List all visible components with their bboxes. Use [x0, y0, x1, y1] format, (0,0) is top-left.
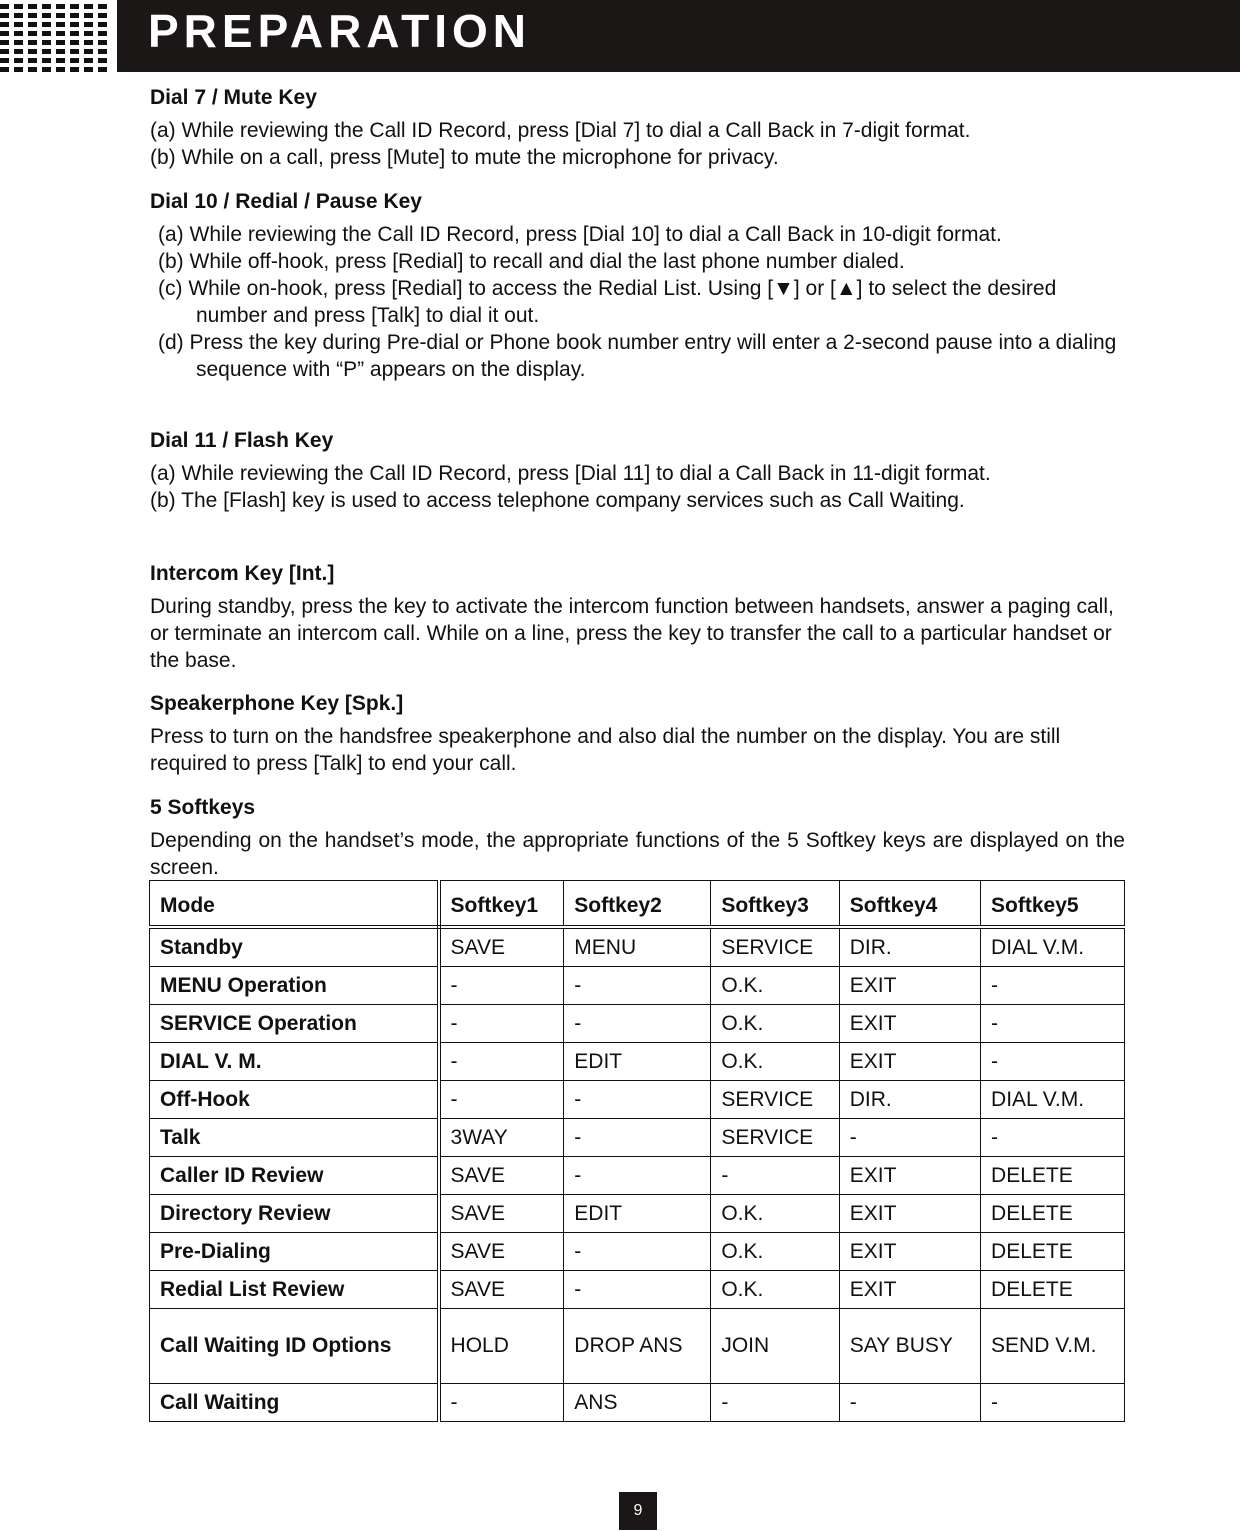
paragraph: Press to turn on the handsfree speakerphone and also dial the number on the display. You are still required to press [Talk] to end your call. — [150, 725, 1061, 775]
mode-cell: Pre-Dialing — [150, 1233, 439, 1271]
mode-cell: Call Waiting — [150, 1384, 439, 1422]
softkey-cell: - — [439, 1081, 564, 1119]
item: (c) While on-hook, press [Redial] to access the Redial List. Using [▼] or [▲] to select the desired number and press [Talk] to dial it out. — [158, 277, 1057, 327]
softkey-cell: SAY BUSY — [839, 1309, 980, 1384]
softkey-cell: SAVE — [439, 1233, 564, 1271]
item: (b) The [Flash] key is used to access telephone company services such as Call Waiting. — [150, 489, 965, 512]
section-dial10 — [150, 188, 1125, 383]
softkey-cell: - — [564, 1081, 711, 1119]
softkey-cell: SAVE — [439, 1157, 564, 1195]
softkey-cell: SERVICE — [711, 1119, 839, 1157]
softkey-cell: EDIT — [564, 1043, 711, 1081]
softkey-cell: O.K. — [711, 1195, 839, 1233]
softkey-table — [149, 880, 1125, 1422]
mode-cell: Standby — [150, 927, 439, 967]
table-row — [150, 1384, 1125, 1422]
softkey-cell: - — [439, 1384, 564, 1422]
softkey-cell: DROP ANS — [564, 1309, 711, 1384]
softkey-cell: O.K. — [711, 1233, 839, 1271]
softkey-cell: EXIT — [839, 1271, 980, 1309]
item: (a) While reviewing the Call ID Record, press [Dial 11] to dial a Call Back in 11-digit format. — [150, 462, 991, 485]
section-intercom — [150, 560, 1125, 674]
softkey-cell: DELETE — [981, 1233, 1125, 1271]
column-header: Softkey1 — [439, 881, 564, 928]
softkey-cell: MENU — [564, 927, 711, 967]
softkey-cell: DIAL V.M. — [981, 1081, 1125, 1119]
item: (a) While reviewing the Call ID Record, press [Dial 10] to dial a Call Back in 10-digit format. — [158, 223, 1002, 246]
softkey-cell: EXIT — [839, 1195, 980, 1233]
softkey-cell: O.K. — [711, 1043, 839, 1081]
table-row — [150, 1309, 1125, 1384]
mode-cell: DIAL V. M. — [150, 1043, 439, 1081]
section-heading: 5 Softkeys — [150, 796, 256, 819]
softkey-cell: DIAL V.M. — [981, 927, 1125, 967]
softkey-cell: - — [981, 1384, 1125, 1422]
mode-cell: SERVICE Operation — [150, 1005, 439, 1043]
paragraph: During standby, press the key to activate the intercom function between handsets, answer a paging call, or terminate an intercom call. While on a line, press the key to transfer the call to a particular handset or the base. — [150, 595, 1114, 672]
table-row — [150, 1271, 1125, 1309]
section-heading: Intercom Key [Int.] — [150, 562, 335, 585]
table-row — [150, 1081, 1125, 1119]
table-row — [150, 1157, 1125, 1195]
item: (b) While on a call, press [Mute] to mute the microphone for privacy. — [150, 146, 779, 169]
section-heading: Dial 7 / Mute Key — [150, 86, 317, 109]
mode-cell: Off-Hook — [150, 1081, 439, 1119]
section-dial7 — [150, 84, 1125, 171]
section-dial11 — [150, 427, 1125, 514]
decorative-pattern — [0, 0, 110, 72]
section-heading: Dial 10 / Redial / Pause Key — [150, 190, 422, 213]
softkey-cell: - — [981, 1119, 1125, 1157]
softkey-cell: EXIT — [839, 1233, 980, 1271]
item: (a) While reviewing the Call ID Record, press [Dial 7] to dial a Call Back in 7-digit format. — [150, 119, 971, 142]
softkey-cell: EXIT — [839, 967, 980, 1005]
softkey-cell: O.K. — [711, 1005, 839, 1043]
page-number: 9 — [619, 1492, 657, 1530]
table-row — [150, 1043, 1125, 1081]
softkey-cell: DELETE — [981, 1271, 1125, 1309]
softkey-cell: EXIT — [839, 1005, 980, 1043]
softkey-cell: - — [839, 1384, 980, 1422]
softkey-cell: - — [564, 967, 711, 1005]
softkey-cell: - — [981, 1005, 1125, 1043]
softkey-cell: SEND V.M. — [981, 1309, 1125, 1384]
softkey-cell: EXIT — [839, 1157, 980, 1195]
mode-cell: MENU Operation — [150, 967, 439, 1005]
softkey-cell: - — [711, 1157, 839, 1195]
table-header-row — [150, 881, 1125, 928]
softkey-cell: - — [564, 1233, 711, 1271]
softkey-cell: - — [439, 1005, 564, 1043]
section-heading: Speakerphone Key [Spk.] — [150, 692, 404, 715]
column-header: Softkey5 — [981, 881, 1125, 928]
softkey-cell: SERVICE — [711, 927, 839, 967]
table-row — [150, 1233, 1125, 1271]
column-header: Softkey2 — [564, 881, 711, 928]
section-heading: Dial 11 / Flash Key — [150, 429, 334, 452]
paragraph: Depending on the handset’s mode, the appropriate functions of the 5 Softkey keys are displayed on the screen. — [150, 829, 1125, 879]
mode-cell: Talk — [150, 1119, 439, 1157]
softkey-cell: - — [839, 1119, 980, 1157]
softkey-cell: DELETE — [981, 1157, 1125, 1195]
softkey-cell: DIR. — [839, 927, 980, 967]
softkey-cell: DELETE — [981, 1195, 1125, 1233]
section-softkeys — [150, 794, 1125, 881]
item: (d) Press the key during Pre-dial or Phone book number entry will enter a 2-second pause into a dialing sequence with “P” appears on the display. — [158, 331, 1117, 381]
softkey-cell: - — [439, 1043, 564, 1081]
softkey-cell: - — [439, 967, 564, 1005]
softkey-cell: - — [564, 1119, 711, 1157]
page-title: PREPARATION — [148, 5, 531, 57]
table-row — [150, 1005, 1125, 1043]
column-header: Mode — [150, 881, 439, 928]
table-row — [150, 1119, 1125, 1157]
softkey-cell: - — [981, 967, 1125, 1005]
softkey-cell: HOLD — [439, 1309, 564, 1384]
softkey-cell: - — [711, 1384, 839, 1422]
softkey-cell: - — [564, 1157, 711, 1195]
column-header: Softkey3 — [711, 881, 839, 928]
softkey-cell: SERVICE — [711, 1081, 839, 1119]
column-header: Softkey4 — [839, 881, 980, 928]
section-speakerphone — [150, 690, 1125, 777]
item: (b) While off-hook, press [Redial] to recall and dial the last phone number dialed. — [158, 250, 905, 273]
softkey-cell: JOIN — [711, 1309, 839, 1384]
softkey-cell: - — [981, 1043, 1125, 1081]
mode-cell: Call Waiting ID Options — [150, 1309, 439, 1384]
table-row — [150, 1195, 1125, 1233]
table-row — [150, 927, 1125, 967]
softkey-cell: O.K. — [711, 967, 839, 1005]
softkey-cell: DIR. — [839, 1081, 980, 1119]
table-row — [150, 967, 1125, 1005]
softkey-cell: O.K. — [711, 1271, 839, 1309]
softkey-cell: EXIT — [839, 1043, 980, 1081]
softkey-cell: SAVE — [439, 1271, 564, 1309]
mode-cell: Directory Review — [150, 1195, 439, 1233]
mode-cell: Redial List Review — [150, 1271, 439, 1309]
softkey-cell: SAVE — [439, 927, 564, 967]
softkey-cell: ANS — [564, 1384, 711, 1422]
mode-cell: Caller ID Review — [150, 1157, 439, 1195]
softkey-cell: EDIT — [564, 1195, 711, 1233]
softkey-cell: - — [564, 1271, 711, 1309]
softkey-cell: SAVE — [439, 1195, 564, 1233]
softkey-cell: 3WAY — [439, 1119, 564, 1157]
softkey-cell: - — [564, 1005, 711, 1043]
